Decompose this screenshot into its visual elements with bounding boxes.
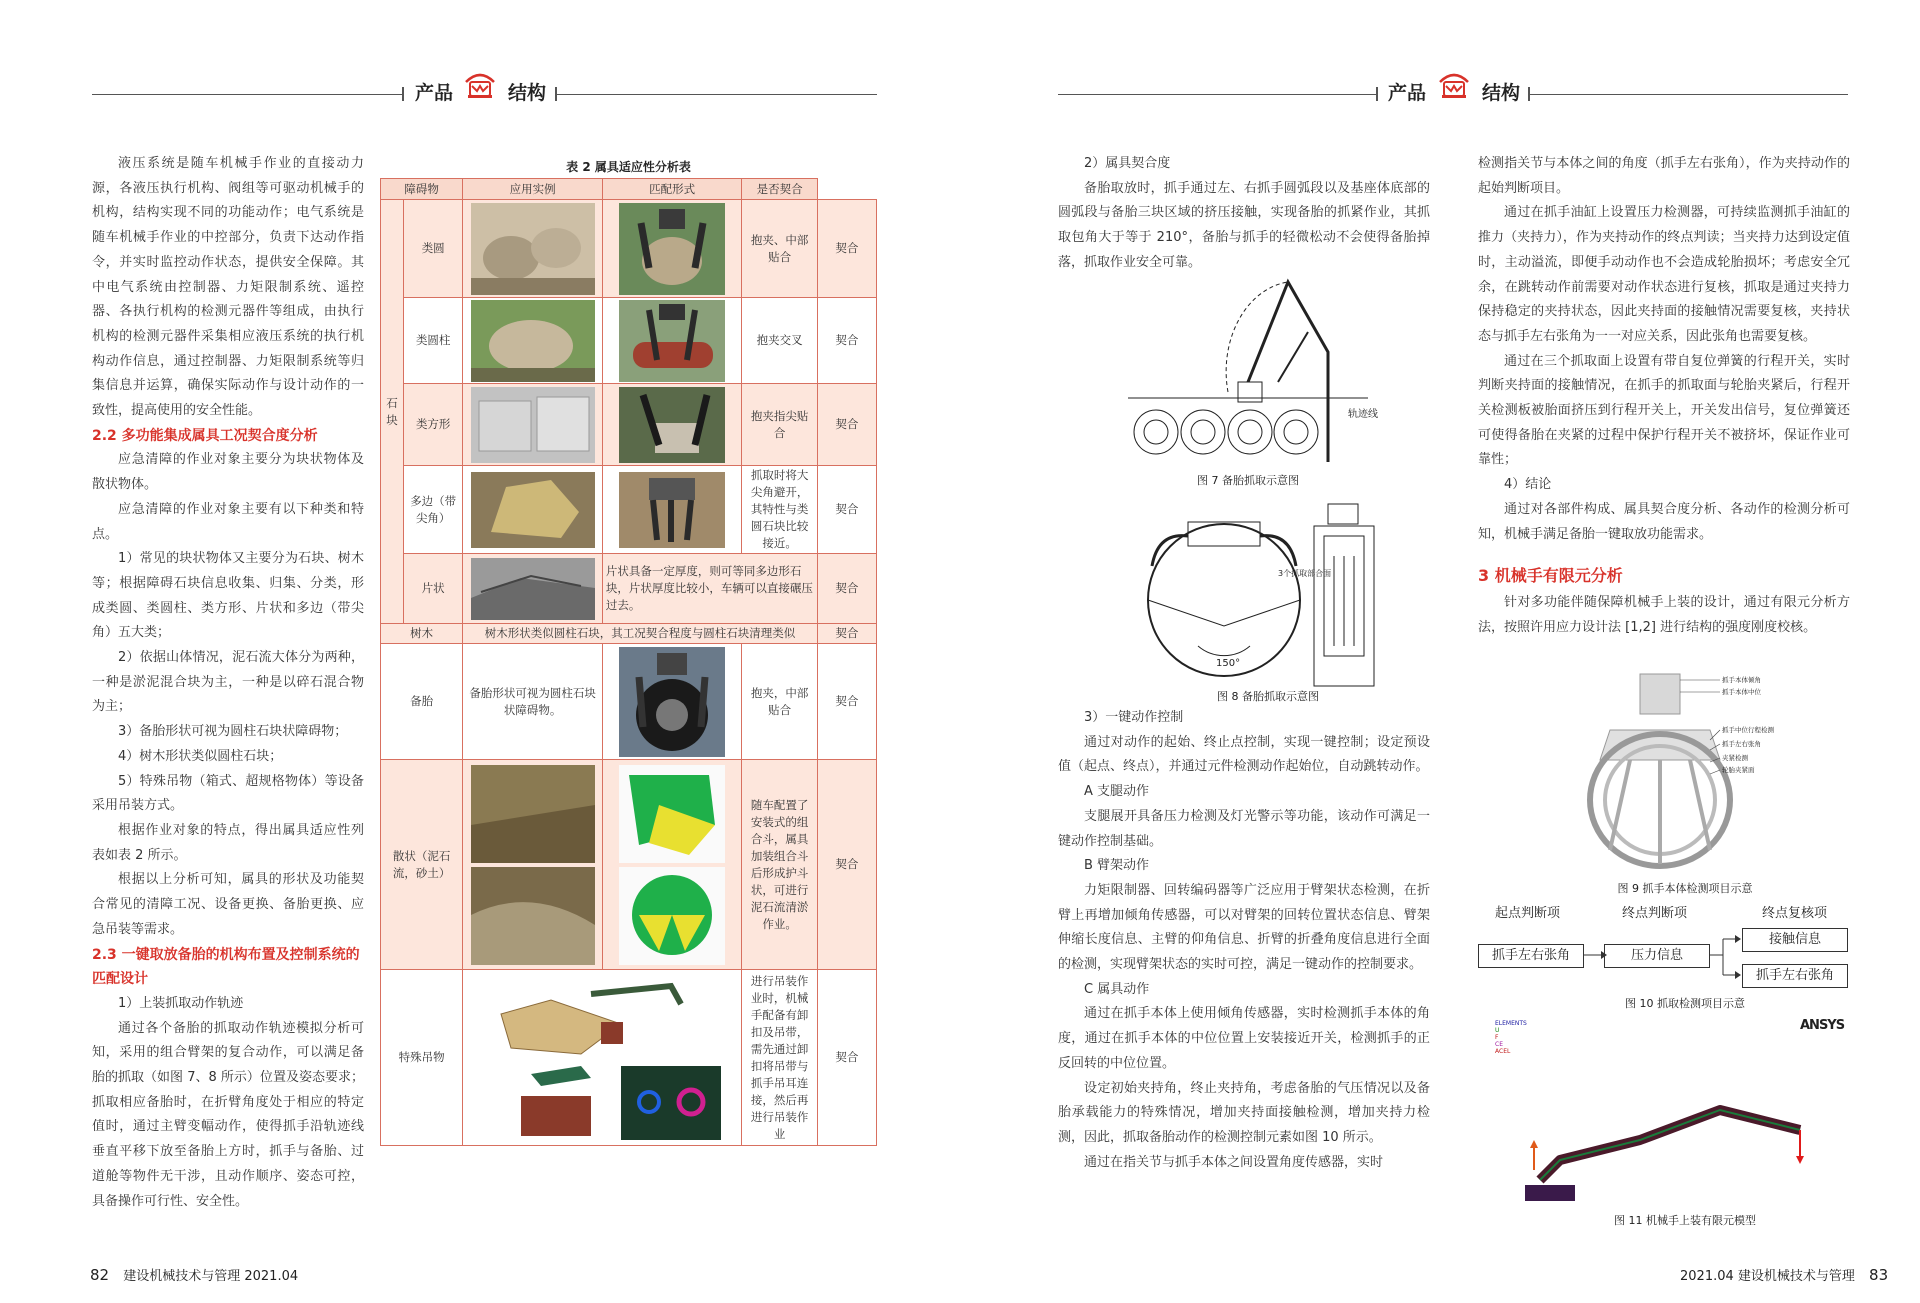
figure-9-caption: 图 9 抓手本体检测项目示意 <box>1617 882 1753 895</box>
cylindrical-stone-photo <box>471 300 595 382</box>
paragraph: 1）常见的块状物体又主要分为石块、树木等；根据障碍石块信息收集、归集、分类，形成类圆、类圆柱、类方形、片状和多边（带尖角）五大类； <box>92 551 364 641</box>
table-cell-photo <box>602 760 742 970</box>
fea-legend-item: ELEMENTS <box>1495 1020 1527 1027</box>
table-header: 匹配形式 <box>602 179 742 200</box>
table-cell-name: 片状 <box>404 554 463 624</box>
table-cell-photo <box>463 298 603 384</box>
figure-9-label: 轮胎夹紧面 <box>1722 766 1755 774</box>
figure-11-caption: 图 11 机械手上装有限元模型 <box>1614 1214 1756 1227</box>
table-title: 表 2 属具适应性分析表 <box>566 160 691 174</box>
paragraph: B 臂架动作 <box>1084 858 1150 874</box>
paragraph: 通过在指关节与抓手本体之间设置角度传感器，实时 <box>1084 1154 1384 1170</box>
grab-square-stone-photo <box>619 387 725 463</box>
debris-flow-photo <box>471 765 595 965</box>
round-boulder-photo <box>471 203 595 295</box>
column-right-a-text-lower <box>1058 706 1430 1175</box>
table-cell-match: 抱夹，中部贴合 <box>742 644 817 760</box>
header-word-structure: 结构 <box>508 82 547 104</box>
paragraph: 1）上装抓取动作轨迹 <box>118 995 244 1011</box>
footer-right <box>1680 1265 1898 1284</box>
header-rule-left-b <box>557 94 877 95</box>
header-logo-icon <box>1434 64 1474 104</box>
flow-arrows <box>1583 930 1743 990</box>
paragraph: 2）依据山体情况，泥石流大体分为两种，一种是淤泥混合块为主，一种是以碎石混合物为主； <box>92 650 364 715</box>
header-logo-icon <box>460 64 500 104</box>
table-cell-name: 树木 <box>381 624 463 644</box>
table-cell-photo <box>463 554 603 624</box>
table-cell-photo <box>463 200 603 298</box>
table-cell-fit: 契合 <box>817 624 876 644</box>
section-heading-2-2: 2.2 多功能集成属具工况契合度分析 <box>92 427 318 444</box>
figure-9-label: 抓手左右张角 <box>1722 740 1761 748</box>
table-cell-desc: 备胎形状可视为圆柱石块状障碍物。 <box>463 644 603 760</box>
header-word-product: 产品 <box>1388 82 1427 104</box>
fea-legend-item: U <box>1495 1027 1500 1034</box>
flow-header-end: 终点判断项 <box>1622 906 1688 921</box>
table-cell-photo <box>602 298 742 384</box>
flow-header-start: 起点判断项 <box>1495 906 1561 921</box>
paragraph: C 属具动作 <box>1084 981 1150 997</box>
table-cell-name: 类圆 <box>404 200 463 298</box>
column-left-text <box>92 152 364 1214</box>
figure-9-label: 夹紧检测 <box>1722 754 1748 762</box>
column-right-a-text <box>1058 152 1430 276</box>
table-cell-fit: 契合 <box>817 554 876 624</box>
paragraph: 通过对各部件构成、属具契合度分析、各动作的检测分析可知，机械手满足备胎一键取放功能需求。 <box>1478 501 1850 542</box>
table-cell-photo <box>463 466 603 554</box>
column-right-b-text <box>1478 152 1850 641</box>
paragraph: 通过在抓手油缸上设置压力检测器，可持续监测抓手油缸的推力（夹持力），作为夹持动作的终点判读；当夹持力达到设定值时，主动溢流，即便手动动作也不会造成轮胎损坏；考虑安全冗余，在跳转动作前需要对动作状态进行复核，抓取是通过夹持力保持稳定的夹持状态，因此夹持面的接触情况需要复核，夹持状态与抓手左右张角为一一对应关系，因此张角也需要复核。 <box>1478 205 1850 344</box>
table-cell-photo <box>602 644 742 760</box>
figure-11-fea-model <box>1520 1090 1810 1210</box>
figure-7-label: 轨迹线 <box>1348 409 1378 420</box>
paragraph: 2）属具契合度 <box>1084 156 1171 171</box>
table-header: 应用实例 <box>463 179 603 200</box>
paragraph: 设定初始夹持角，终止夹持角，考虑备胎的气压情况以及备胎承载能力的特殊情况，增加夹持面接触检测，增加夹持力检测，因此，抓取备胎动作的检测控制元素如图 10 所示。 <box>1058 1080 1430 1145</box>
table-cell-fit: 契合 <box>817 644 876 760</box>
header-word-structure: 结构 <box>1482 82 1521 104</box>
figure-8-drawing <box>1138 496 1398 688</box>
paragraph: 4）树木形状类似圆柱石块； <box>118 748 283 764</box>
figure-8-label: 3个抓取部合面 <box>1278 569 1332 578</box>
flow-box-pressure: 压力信息 <box>1604 944 1710 968</box>
table-cell-fit: 契合 <box>817 200 876 298</box>
flow-box-open-angle-review: 抓手左右张角 <box>1742 964 1848 988</box>
slab-stone-photo <box>471 558 595 620</box>
grab-round-stone-photo <box>619 203 725 295</box>
table-cell-name: 类圆柱 <box>404 298 463 384</box>
square-stone-photo <box>471 387 595 463</box>
paragraph: 检测指关节与本体之间的角度（抓手左右张角），作为夹持动作的起始判断项目。 <box>1478 156 1850 196</box>
table-cell-name: 备胎 <box>381 644 463 760</box>
paragraph: A 支腿动作 <box>1084 784 1150 800</box>
paragraph: 支腿展开具备压力检测及灯光警示等功能，该动作可满足一键动作控制基础。 <box>1058 808 1430 849</box>
attachment-fit-table <box>380 178 877 1146</box>
table-cell-photo <box>463 384 603 466</box>
paragraph: 应急清障的作业对象主要分为块状物体及散状物体。 <box>92 452 364 493</box>
table-cell-match: 抱夹指尖贴合 <box>742 384 817 466</box>
flow-header-review: 终点复核项 <box>1762 906 1828 921</box>
table-cell-match: 进行吊装作业时，机械手配备有卸扣及吊带，需先通过卸扣将吊带与抓手吊耳连接，然后再进行吊装作业 <box>742 970 817 1146</box>
paragraph: 4）结论 <box>1504 477 1552 493</box>
paragraph: 针对多功能伴随保障机械手上装的设计，通过有限元分析方法，按照许用应力设计法 [1,2] 进行结构的强度刚度校核。 <box>1478 595 1850 635</box>
table-cell-name: 特殊吊物 <box>381 970 463 1146</box>
table-cell-match: 抱夹、中部贴合 <box>742 200 817 298</box>
grab-angular-stone-photo <box>619 472 725 548</box>
paragraph: 3）备胎形状可视为圆柱石块状障碍物； <box>118 724 348 740</box>
paragraph: 通过在三个抓取面上设置有带自复位弹簧的行程开关，实时判断夹持面的接触情况，在抓手的抓取面与轮胎夹紧后，行程开关检测板被胎面挤压到行程开关上，开关发出信号，复位弹簧还可使得备胎在夹紧的过程中保护行程开关不被挤坏，保证作业可靠性； <box>1478 353 1850 468</box>
header-rule-right-a <box>1058 94 1376 95</box>
table-cell-photo <box>602 384 742 466</box>
table-cell-match: 树木形状类似圆柱石块，其工况契合程度与圆柱石块清理类似 <box>463 624 817 644</box>
table-cell-match: 抱夹交叉 <box>742 298 817 384</box>
header-rule-right-b <box>1530 94 1848 95</box>
paragraph: 力矩限制器、回转编码器等广泛应用于臂架状态检测，在折臂上再增加倾角传感器，可以对臂架的回转位置状态信息、臂架伸缩长度信息、主臂的仰角信息、折臂的折叠角度信息进行全面的检测，实现臂架状态的实时可控，满足一键动作的控制要求。 <box>1058 882 1430 973</box>
grab-spare-tire-photo <box>619 647 725 757</box>
table-cell-name: 散状（泥石流，砂土） <box>381 760 463 970</box>
paragraph: 5）特殊吊物（箱式、超规格物体）等设备采用吊装方式。 <box>92 773 364 814</box>
figure-9-label: 抓手本体倾角 <box>1722 676 1761 684</box>
fea-legend-item: CE <box>1495 1041 1503 1048</box>
fea-legend <box>1495 1020 1527 1055</box>
figure-9-label: 抓手中位行程检测 <box>1722 726 1774 734</box>
header-word-product: 产品 <box>415 82 454 104</box>
header-rule-left-a <box>92 94 402 95</box>
table-cell-fit: 契合 <box>817 466 876 554</box>
table-group-stone: 石块 <box>381 200 404 624</box>
figure-7-caption: 图 7 备胎抓取示意图 <box>1197 474 1299 487</box>
header-tick <box>1376 87 1378 101</box>
figure-7-drawing <box>1128 272 1378 464</box>
paragraph: 3）一键动作控制 <box>1084 710 1184 725</box>
footer-journal-left: 建设机械技术与管理 2021.04 <box>123 1269 299 1284</box>
fea-legend-item: F <box>1495 1034 1499 1041</box>
paragraph: 根据以上分析可知，属具的形状及功能契合常见的清障工况、设备更换、备胎更换、应急吊装等需求。 <box>92 872 364 937</box>
table-header: 障碍物 <box>381 179 463 200</box>
section-heading-2-3: 2.3 一键取放备胎的机构布置及控制系统的匹配设计 <box>92 946 360 988</box>
table-cell-match: 片状具备一定厚度，则可等同多边形石块，片状厚度比较小，车辆可以直接碾压过去。 <box>602 554 817 624</box>
footer-journal-right: 2021.04 建设机械技术与管理 <box>1680 1269 1855 1284</box>
combination-bucket-model <box>619 765 725 965</box>
figure-10-caption: 图 10 抓取检测项目示意 <box>1625 997 1745 1010</box>
angular-stone-photo <box>471 472 595 548</box>
paragraph: 根据作业对象的特点，得出属具适应性列表如表 2 所示。 <box>92 822 364 863</box>
table-cell-photo <box>463 970 742 1146</box>
table-cell-name: 类方形 <box>404 384 463 466</box>
flow-box-contact: 接触信息 <box>1742 928 1848 952</box>
fea-legend-item: ACEL <box>1495 1048 1511 1055</box>
figure-9-label: 抓手本体中位 <box>1722 688 1761 696</box>
figure-9-drawing <box>1570 670 1800 880</box>
ansys-logo: ANSYS <box>1800 1018 1845 1033</box>
page-number-right: 83 <box>1869 1266 1889 1284</box>
table-header: 是否契合 <box>742 179 817 200</box>
figure-8-caption: 图 8 备胎抓取示意图 <box>1217 690 1319 703</box>
table-cell-name: 多边（带尖角） <box>404 466 463 554</box>
table-cell-match: 随车配置了安装式的组合斗，属具加装组合斗后形成护斗状，可进行泥石流清淤作业。 <box>742 760 817 970</box>
footer-left <box>80 1265 298 1284</box>
paragraph: 应急清障的作业对象主要有以下种类和特点。 <box>92 501 364 542</box>
figure-8-angle: 150° <box>1216 658 1241 669</box>
page-number-left: 82 <box>90 1266 110 1284</box>
table-cell-photo <box>602 466 742 554</box>
paragraph: 通过对动作的起始、终止点控制，实现一键控制；设定预设值（起点、终点），并通过元件检测动作起始位，自动跳转动作。 <box>1058 734 1430 775</box>
paragraph: 通过在抓手本体上使用倾角传感器，实时检测抓手本体的角度，通过在抓手本体的中位位置上安装接近开关，检测抓手的正反回转的中位位置。 <box>1058 1006 1430 1071</box>
paragraph: 液压系统是随车机械手作业的直接动力源，各液压执行机构、阀组等可驱动机械手的机构，结构实现不同的功能动作；电气系统是随车机械手作业的中控部分，负责下达动作指令，并实时监控动作状态，提供安全保障。其中电气系统由控制器、力矩限制系统、遥控器、各执行机构的检测元器件等组成，由执行机构的检测元器件采集相应液压系统的执行机构动作信息，通过控制器、力矩限制系统等归集信息并运算，确保实际动作与设计动作的一致性，提高使用的安全性能。 <box>92 156 364 419</box>
table-cell-fit: 契合 <box>817 760 876 970</box>
table-cell-photo <box>463 760 603 970</box>
table-cell-match: 抓取时将大尖角避开，其特性与类圆石块比较接近。 <box>742 466 817 554</box>
header-tick <box>402 87 404 101</box>
paragraph: 通过各个备胎的抓取动作轨迹模拟分析可知，采用的组合臂架的复合动作，可以满足备胎的抓取（如图 7、8 所示）位置及姿态要求；抓取相应备胎时，在折臂角度处于相应的特定值时，通过主臂变幅动作，使得抓手沿轨迹线垂直平移下放至备胎上方时，抓手与备胎、过道舱等物件无干涉，且动作顺序、姿态可控，具备操作可行性、安全性。 <box>92 1020 364 1209</box>
special-lifting-models <box>471 974 733 1142</box>
table-cell-photo <box>602 200 742 298</box>
grab-pipe-photo <box>619 300 725 382</box>
table-cell-fit: 契合 <box>817 384 876 466</box>
paragraph: 备胎取放时，抓手通过左、右抓手圆弧段以及基座体底部的圆弧段与备胎三块区域的挤压接触，实现备胎的抓紧作业，其抓取包角大于等于 210°，备胎与抓手的轻微松动不会使得备胎掉落，抓取作业安全可靠。 <box>1058 180 1430 270</box>
table-cell-fit: 契合 <box>817 970 876 1146</box>
table-cell-fit: 契合 <box>817 298 876 384</box>
flow-box-open-angle: 抓手左右张角 <box>1478 944 1584 968</box>
section-heading-3: 3 机械手有限元分析 <box>1478 566 1623 586</box>
